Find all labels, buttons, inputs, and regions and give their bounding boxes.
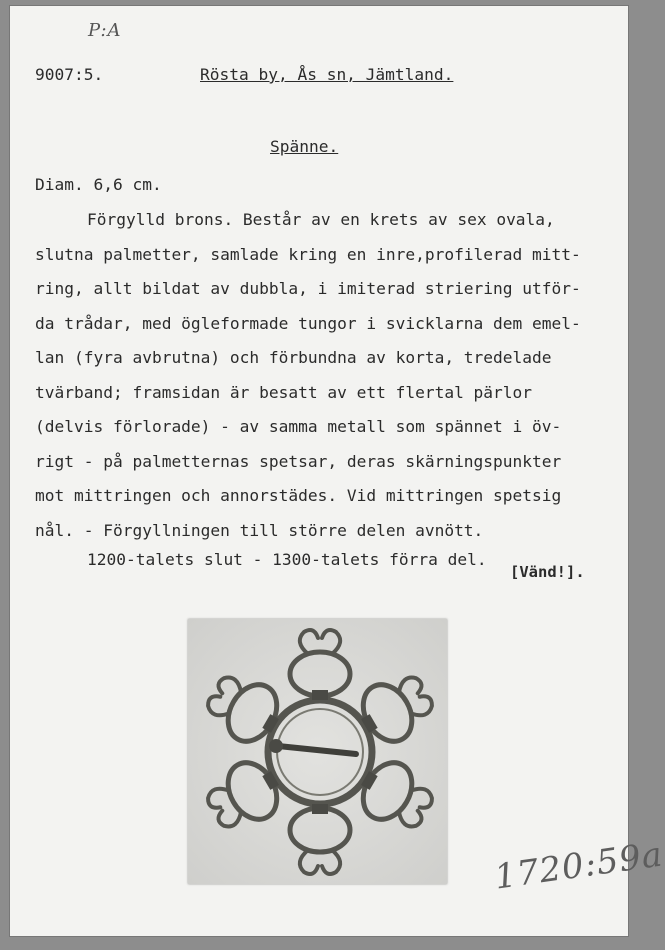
description-line: ring, allt bildat av dubbla, i imiterad striering utför- [35,279,581,298]
corner-note: P:A [88,20,122,41]
catalog-number: 9007:5. [35,65,104,84]
dating-line: 1200-talets slut - 1300-talets förra del. [87,550,487,569]
description-line: lan (fyra avbrutna) och förbundna av korta, tredelade [35,348,552,367]
description-line: nål. - Förgyllningen till större delen avnött. [35,520,484,540]
description-line: (delvis förlorade) - av samma metall som spännet i öv- [35,417,562,436]
description-line: rigt - på palmetternas spetsar, deras skärningspunkter [35,451,562,471]
brooch-photograph [188,619,447,884]
description-line: tvärband; framsidan är besatt av ett flertal pärlor [35,382,533,402]
diameter-line: Diam. 6,6 cm. [35,175,162,194]
turn-over-note: [Vänd!]. [510,563,585,581]
description-line: mot mittringen och annorstädes. Vid mittringen spetsig [35,486,562,505]
inventory-number: 1720:59a [492,834,665,898]
brooch-image [188,619,447,884]
description-line: slutna palmetter, samlade kring en inre,profilerad mitt- [35,244,581,264]
description-line: Förgylld brons. Består av en krets av sex ovala, [87,210,555,229]
description-line: da trådar, med ögleformade tungor i svicklarna dem emel- [35,313,581,333]
object-title: Spänne. [270,137,339,156]
find-location: Rösta by, Ås sn, Jämtland. [200,65,454,84]
description [35,203,595,548]
